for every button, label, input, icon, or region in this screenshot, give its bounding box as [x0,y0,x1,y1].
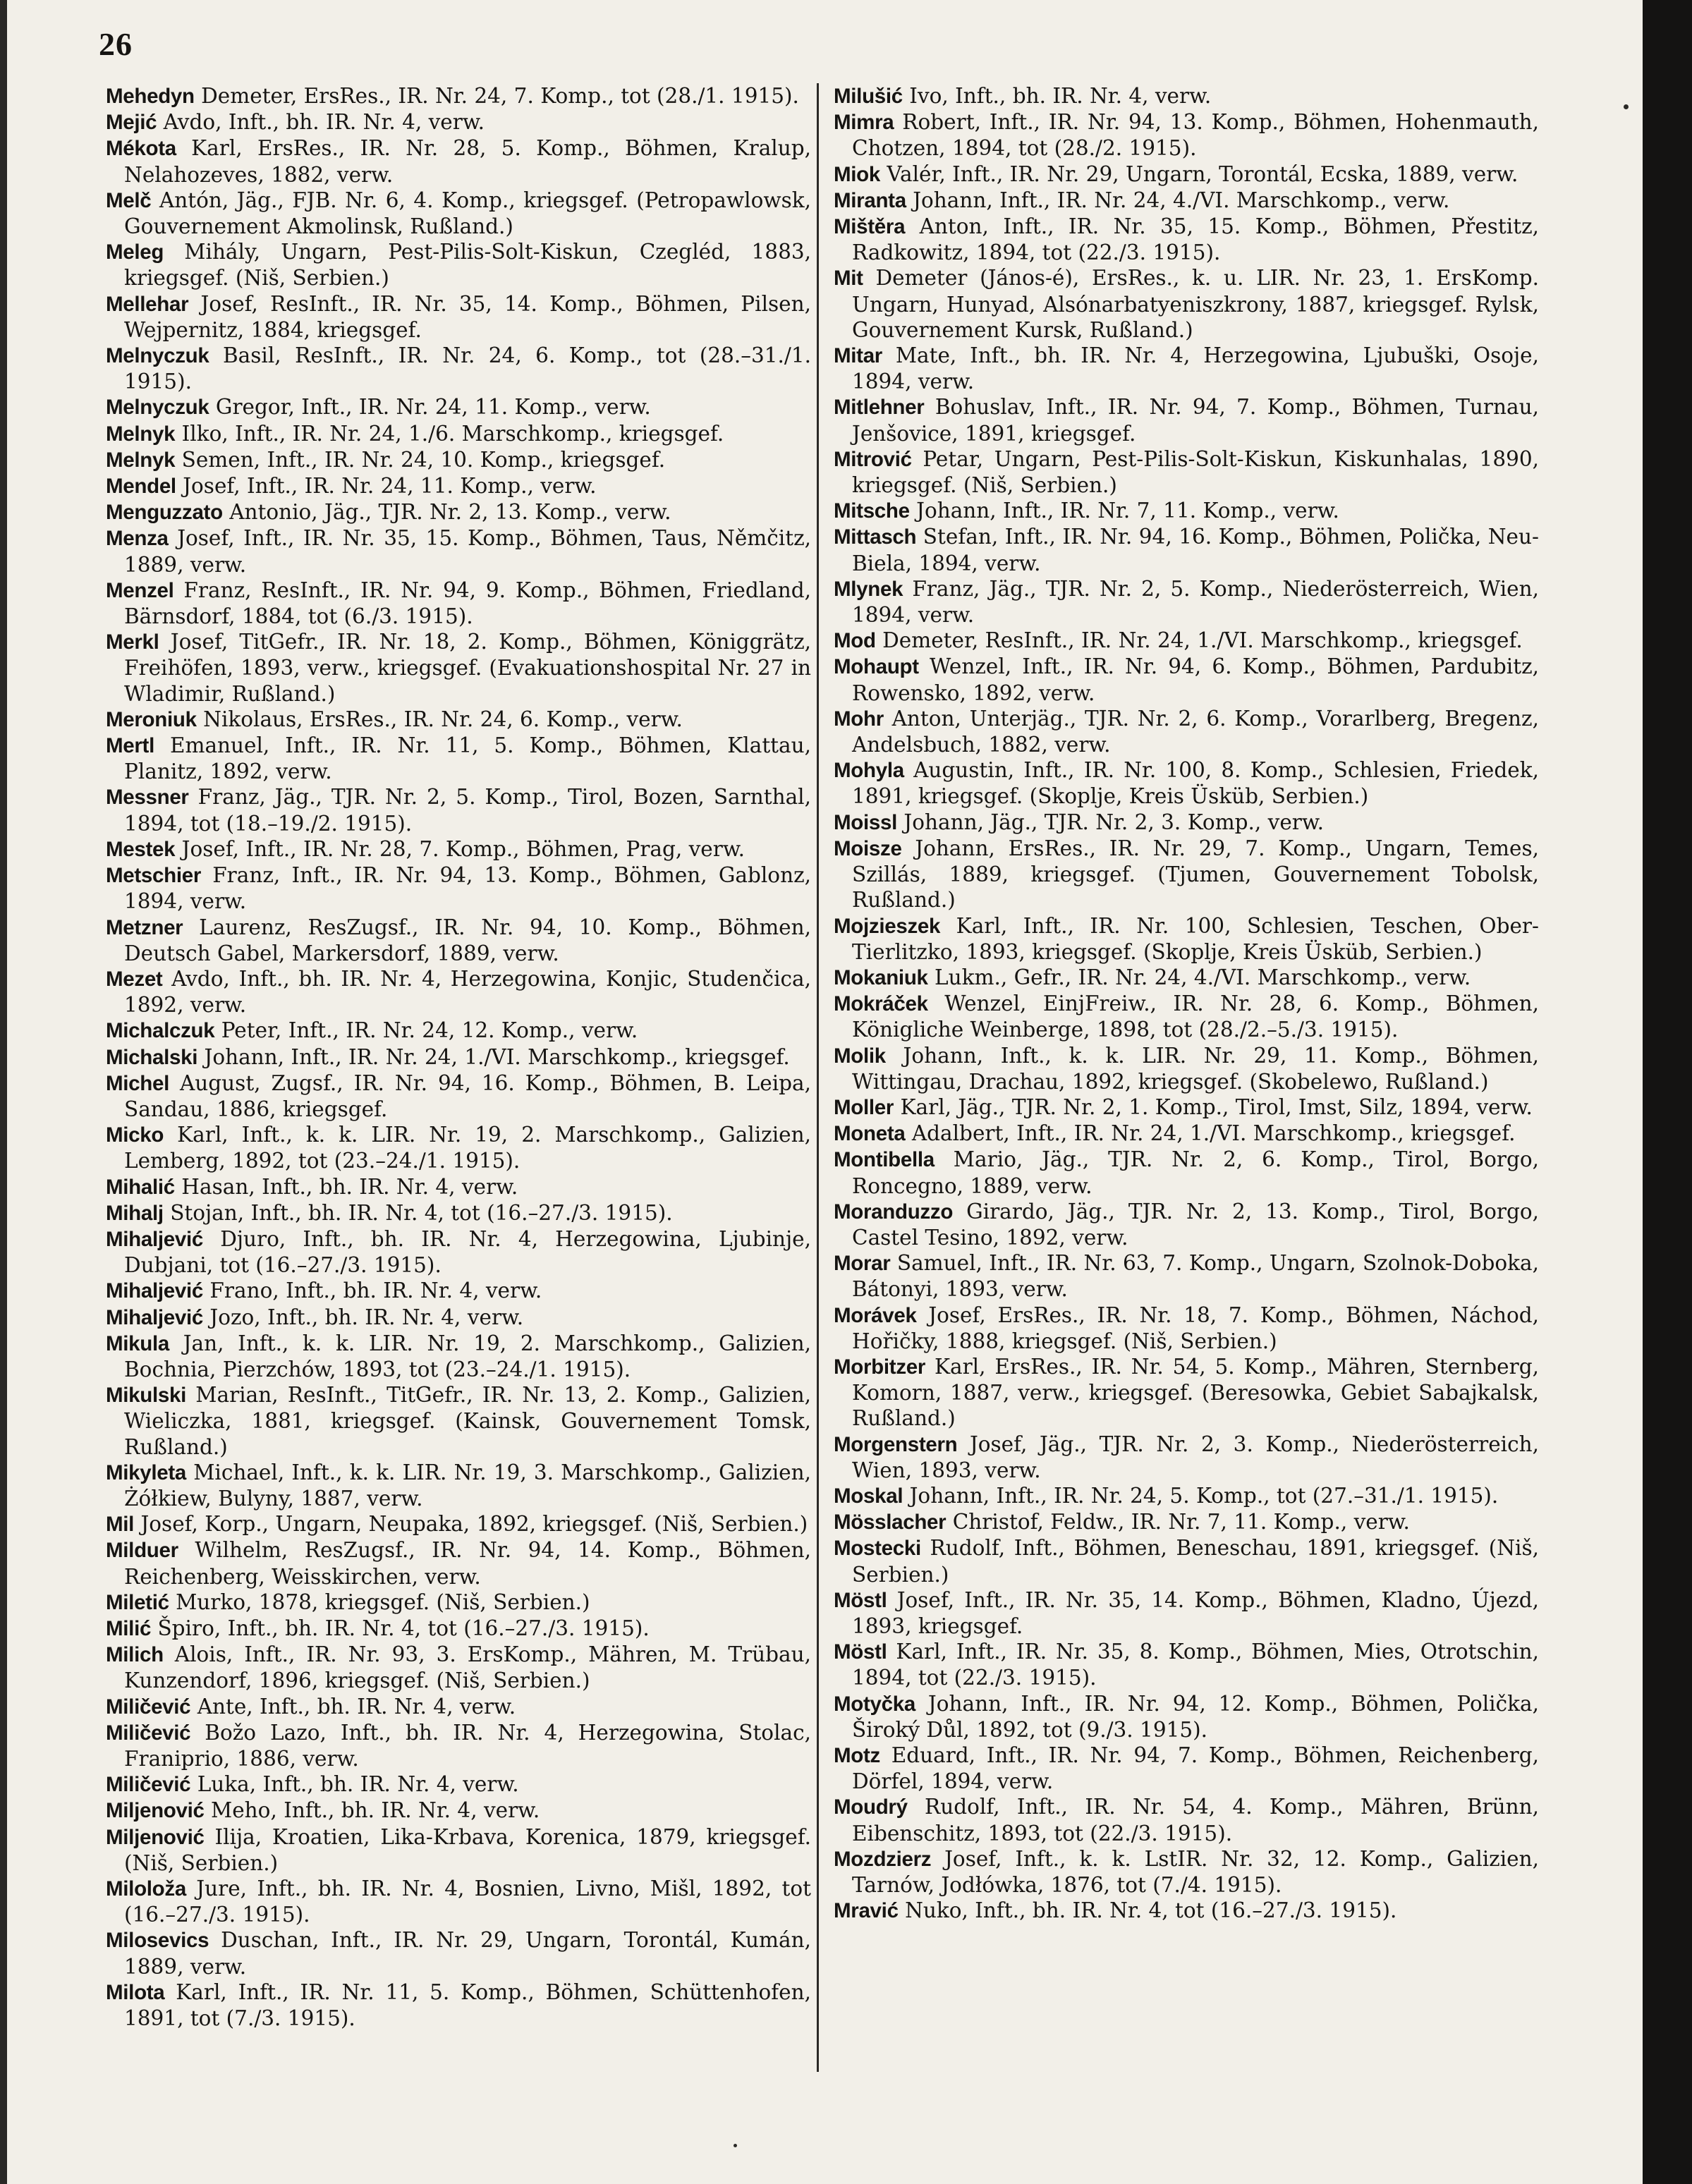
entry-surname: Morávek [834,1303,917,1327]
entry-surname: Miletić [106,1590,169,1614]
list-entry [106,862,811,914]
list-entry [106,1642,811,1693]
list-entry [834,343,1539,394]
entry-details: Ivo, Inft., bh. IR. Nr. 4, verw. [909,84,1212,108]
entry-surname: Mohaupt [834,655,919,679]
entry-surname: Mehedyn [106,85,195,108]
entry-surname: Meroniuk [106,707,197,731]
list-entry [834,83,1539,109]
entry-surname: Moller [834,1095,894,1119]
entry-details: Karl, Inft., IR. Nr. 100, Schlesien, Teschen, Ober-Tierlitzko, 1893, kriegsgef. (Skoplje, Kreis Üsküb, Serbien.) [852,913,1539,964]
entry-details: Duschan, Inft., IR. Nr. 29, Ungarn, Torontál, Kumán, 1889, verw. [124,1928,811,1979]
entry-surname: Mertl [106,734,154,758]
entry-surname: Mellehar [106,292,189,316]
entry-surname: Mostecki [834,1537,921,1561]
list-entry [834,810,1539,836]
list-entry [106,499,811,525]
list-entry [106,343,811,394]
list-entry [834,109,1539,161]
entry-details: Semen, Inft., IR. Nr. 24, 10. Komp., kriegsgef. [181,447,666,472]
entry-details: Antón, Jäg., FJB. Nr. 6, 4. Komp., kriegsgef. (Petropawlowsk, Gouvernement Akmolinsk, Rußland.) [124,188,811,239]
list-entry [834,576,1539,628]
entry-details: Marian, ResInft., TitGefr., IR. Nr. 13, 2. Komp., Galizien, Wieliczka, 1881, kriegsgef. (Kainsk, Gouvernement Tomsk, Rußland.) [124,1383,811,1459]
entry-surname: Melnyczuk [106,344,209,368]
entry-details: Jozo, Inft., bh. IR. Nr. 4, verw. [209,1305,524,1329]
list-entry [834,913,1539,965]
entry-details: Nuko, Inft., bh. IR. Nr. 4, tot (16.–27./3. 1915). [905,1898,1397,1923]
list-entry [106,83,811,109]
left-column [106,83,811,2031]
entry-details: Basil, ResInft., IR. Nr. 24, 6. Komp., tot (28.–31./1. 1915). [124,343,811,394]
entry-details: Josef, Inft., IR. Nr. 28, 7. Komp., Böhmen, Prag, verw. [181,836,745,861]
entry-surname: Miloloža [106,1877,186,1901]
entry-details: Eduard, Inft., IR. Nr. 94, 7. Komp., Böhmen, Reichenberg, Dörfel, 1894, verw. [852,1743,1539,1794]
entry-surname: Milosevics [106,1929,209,1953]
list-entry [106,1226,811,1278]
entry-details: Djuro, Inft., bh. IR. Nr. 4, Herzegowina, Ljubinje, Dubjani, tot (16.–27./3. 1915). [124,1226,811,1278]
page-scan-edge-left [0,0,7,2184]
list-entry [106,1044,811,1070]
entry-details: Franz, Jäg., TJR. Nr. 2, 5. Komp., Tirol, Bozen, Sarnthal, 1894, tot (18.–19./2. 1915). [124,785,811,836]
entry-details: Johann, Inft., IR. Nr. 24, 5. Komp., tot (27.–31./1. 1915). [909,1483,1499,1508]
entry-details: Wenzel, EinjFreiw., IR. Nr. 28, 6. Komp., Böhmen, Königliche Weinberge, 1898, tot (28./2.–5./3. 1915). [852,992,1539,1042]
entry-details: Rudolf, Inft., IR. Nr. 54, 4. Komp., Mähren, Brünn, Eibenschitz, 1893, tot (22./3. 1915). [852,1795,1539,1846]
entry-surname: Milušić [834,85,903,108]
entry-surname: Michalski [106,1045,198,1069]
entry-surname: Menza [106,527,169,551]
entry-details: Johann, Inft., IR. Nr. 24, 1./VI. Marschkomp., kriegsgef. [204,1044,790,1069]
entry-details: Karl, Jäg., TJR. Nr. 2, 1. Komp., Tirol, Imst, Silz, 1894, verw. [900,1094,1533,1119]
entry-surname: Melnyk [106,422,176,446]
entry-surname: Mimra [834,111,894,135]
entry-surname: Möstl [834,1640,887,1664]
list-entry [834,1303,1539,1354]
entry-details: Karl, ErsRes., IR. Nr. 28, 5. Komp., Böhmen, Kralup, Nelahozeves, 1882, verw. [124,136,811,187]
entry-surname: Mohyla [834,759,904,783]
page-scan-edge-right [1643,0,1692,2184]
entry-surname: Mitlehner [834,396,925,420]
entry-surname: Mohr [834,707,884,731]
entry-details: Hasan, Inft., bh. IR. Nr. 4, verw. [181,1174,518,1199]
entry-details: Franz, Jäg., TJR. Nr. 2, 5. Komp., Niederösterreich, Wien, 1894, verw. [852,576,1539,628]
entry-surname: Melnyczuk [106,396,209,420]
list-entry [834,1121,1539,1147]
entry-surname: Moranduzzo [834,1200,954,1224]
list-entry [834,498,1539,524]
entry-surname: Milduer [106,1539,178,1563]
entry-surname: Molik [834,1044,886,1068]
list-entry [834,1043,1539,1094]
list-entry [106,1694,811,1720]
list-entry [834,446,1539,498]
entry-surname: Mitrović [834,447,912,471]
list-entry [106,1537,811,1589]
list-entry [834,991,1539,1042]
list-entry [106,1511,811,1537]
entry-surname: Mendel [106,475,176,499]
entry-details: Antonio, Jäg., TJR. Nr. 2, 13. Komp., verw. [229,500,671,525]
list-entry [106,836,811,862]
entry-surname: Mil [106,1513,135,1537]
list-entry [106,1200,811,1226]
entry-details: Petar, Ungarn, Pest-Pilis-Solt-Kiskun, Kiskunhalas, 1890, kriegsgef. (Niš, Serbien.) [852,446,1539,498]
entry-details: Luka, Inft., bh. IR. Nr. 4, verw. [197,1772,519,1797]
entry-details: Josef, Korp., Ungarn, Neupaka, 1892, kriegsgef. (Niš, Serbien.) [140,1512,808,1537]
entry-details: Franz, Inft., IR. Nr. 94, 13. Komp., Böhmen, Gablonz, 1894, verw. [124,863,811,914]
entry-details: Karl, ErsRes., IR. Nr. 54, 5. Komp., Mähren, Sternberg, Komorn, 1887, verw., kriegsgef. (Beresowka, Gebiet Sabajkalsk, Rußland.) [852,1354,1539,1431]
list-entry [834,706,1539,757]
entry-surname: Mojzieszek [834,914,941,938]
entry-surname: Michel [106,1071,169,1095]
entry-details: Josef, Inft., k. k. LstIR. Nr. 32, 12. Komp., Galizien, Tarnów, Jodłówka, 1876, tot (7./4. 1915). [852,1846,1539,1898]
entry-details: Josef, TitGefr., IR. Nr. 18, 2. Komp., Böhmen, Königgrätz, Freihöfen, 1893, verw., kriegsgef. (Evakuationshospital Nr. 27 in Wladimir, Rußland.) [124,630,811,706]
list-entry [834,1535,1539,1587]
entry-details: Meho, Inft., bh. IR. Nr. 4, verw. [211,1798,540,1823]
entry-details: Ilija, Kroatien, Lika-Krbava, Korenica, 1879, kriegsgef. (Niš, Serbien.) [124,1824,811,1875]
list-entry [106,784,811,836]
entry-surname: Mihaljević [106,1305,204,1329]
entry-surname: Miok [834,162,880,186]
ink-speck [734,2144,737,2147]
entry-surname: Moissl [834,810,897,834]
list-entry [834,1743,1539,1794]
entry-details: Jure, Inft., bh. IR. Nr. 4, Bosnien, Livno, Mišl, 1892, tot (16.–27./3. 1915). [124,1877,811,1927]
entry-surname: Miljenović [106,1825,205,1849]
list-entry [834,524,1539,575]
entry-surname: Menguzzato [106,501,223,525]
entry-details: Murko, 1878, kriegsgef. (Niš, Serbien.) [176,1590,590,1614]
entry-details: Johann, Inft., IR. Nr. 24, 4./VI. Marschkomp., verw. [913,188,1450,212]
list-entry [834,214,1539,265]
list-entry [106,1616,811,1642]
list-entry [106,1876,811,1927]
entry-details: Valér, Inft., IR. Nr. 29, Ungarn, Torontál, Ecska, 1889, verw. [887,161,1518,186]
entry-details: Mate, Inft., bh. IR. Nr. 4, Herzegowina, Ljubuški, Osoje, 1894, verw. [852,343,1539,394]
list-entry [834,965,1539,991]
entry-surname: Mejić [106,111,157,135]
list-entry [106,1382,811,1460]
entry-details: Franz, ResInft., IR. Nr. 94, 9. Komp., Böhmen, Friedland, Bärnsdorf, 1884, tot (6./3. 1915). [124,578,811,629]
list-entry [106,421,811,447]
entry-surname: Mit [834,267,863,291]
entry-details: Karl, Inft., k. k. LIR. Nr. 19, 2. Marschkomp., Galizien, Lemberg, 1892, tot (23.–24./1. 1915). [124,1123,811,1173]
entry-surname: Mezet [106,967,163,991]
list-entry [106,447,811,473]
entry-details: Johann, ErsRes., IR. Nr. 29, 7. Komp., Ungarn, Temes, Szillás, 1889, kriegsgef. (Tjumen, Gouvernement Tobolsk, Rußland.) [852,836,1539,913]
entry-details: Robert, Inft., IR. Nr. 94, 13. Komp., Böhmen, Hohenmauth, Chotzen, 1894, tot (28./2. 1915). [852,110,1539,161]
list-entry [106,1018,811,1044]
entry-details: Anton, Unterjäg., TJR. Nr. 2, 6. Komp., Vorarlberg, Bregenz, Andelsbuch, 1882, verw. [852,706,1539,757]
list-entry [106,1798,811,1824]
list-entry [106,733,811,784]
entry-details: Frano, Inft., bh. IR. Nr. 4, verw. [209,1279,542,1303]
list-entry [834,836,1539,913]
entry-surname: Mokaniuk [834,965,928,989]
list-entry [106,109,811,135]
list-entry [106,525,811,577]
entry-details: Rudolf, Inft., Böhmen, Beneschau, 1891, kriegsgef. (Niš, Serbien.) [852,1536,1539,1587]
list-entry [834,1898,1539,1924]
entry-surname: Michalczuk [106,1019,215,1043]
entry-details: Lukm., Gefr., IR. Nr. 24, 4./VI. Marschkomp., verw. [935,965,1471,989]
list-entry [106,915,811,966]
entry-surname: Milich [106,1643,164,1667]
list-entry [106,135,811,187]
list-entry [834,1509,1539,1535]
entry-details: Stojan, Inft., bh. IR. Nr. 4, tot (16.–27./3. 1915). [170,1200,673,1225]
entry-details: Wenzel, Inft., IR. Nr. 94, 6. Komp., Böhmen, Pardubitz, Rowensko, 1892, verw. [852,654,1539,705]
right-column [834,83,1539,1924]
entry-surname: Mištěra [834,215,906,239]
entry-surname: Mlynek [834,577,903,601]
entry-surname: Möstl [834,1588,887,1612]
entry-surname: Motyčka [834,1692,915,1716]
entry-details: Karl, Inft., IR. Nr. 35, 8. Komp., Böhmen, Mies, Otrotschin, 1894, tot (22./3. 1915). [852,1640,1539,1690]
list-entry [834,757,1539,809]
list-entry [834,188,1539,214]
list-entry [106,394,811,420]
entry-surname: Milota [106,1980,165,2004]
list-entry [834,1639,1539,1690]
entry-details: Stefan, Inft., IR. Nr. 94, 16. Komp., Böhmen, Polička, Neu-Biela, 1894, verw. [852,525,1539,575]
entry-details: Josef, Jäg., TJR. Nr. 2, 3. Komp., Niederösterreich, Wien, 1893, verw. [852,1432,1539,1482]
entry-details: Girardo, Jäg., TJR. Nr. 2, 13. Komp., Tirol, Borgo, Castel Tesino, 1892, verw. [852,1199,1539,1250]
list-entry [834,1794,1539,1846]
entry-details: Karl, Inft., IR. Nr. 11, 5. Komp., Böhmen, Schüttenhofen, 1891, tot (7./3. 1915). [124,1979,811,2031]
entry-surname: Mikyleta [106,1460,187,1484]
list-entry [834,1094,1539,1121]
entry-details: Josef, ErsRes., IR. Nr. 18, 7. Komp., Böhmen, Náchod, Hořičky, 1888, kriegsgef. (Niš, Serbien.) [852,1303,1539,1353]
entry-surname: Mitsche [834,499,910,523]
entry-details: Bohuslav, Inft., IR. Nr. 94, 7. Komp., Böhmen, Turnau, Jenšovice, 1891, kriegsgef. [852,395,1539,446]
entry-details: Johann, Inft., IR. Nr. 94, 12. Komp., Böhmen, Polička, Široký Důl, 1892, tot (9./3. 1915). [852,1691,1539,1742]
entry-details: Špiro, Inft., bh. IR. Nr. 4, tot (16.–27./3. 1915). [157,1616,650,1640]
entry-details: Jan, Inft., k. k. LIR. Nr. 19, 2. Marschkomp., Galizien, Bochnia, Pierzchów, 1893, tot (23.–24./1. 1915). [124,1331,811,1381]
entry-surname: Moisze [834,836,902,860]
entry-surname: Mihalj [106,1201,164,1225]
list-entry [834,1250,1539,1302]
list-entry [106,1771,811,1798]
entry-details: Laurenz, ResZugsf., IR. Nr. 94, 10. Komp., Böhmen, Deutsch Gabel, Markersdorf, 1889, verw. [124,915,811,965]
entry-surname: Meleg [106,240,164,264]
entry-surname: Metschier [106,864,202,888]
list-entry [106,1590,811,1616]
entry-details: Alois, Inft., IR. Nr. 93, 3. ErsKomp., Mähren, M. Trübau, Kunzendorf, 1896, kriegsgef. (Niš, Serbien.) [124,1642,811,1693]
list-entry [106,1927,811,1979]
list-entry [106,966,811,1018]
entry-details: Adalbert, Inft., IR. Nr. 24, 1./VI. Marschkomp., kriegsgef. [911,1121,1516,1146]
entry-surname: Mitar [834,344,882,368]
entry-surname: Motz [834,1744,880,1767]
list-entry [834,394,1539,446]
entry-surname: Morbitzer [834,1355,926,1379]
entry-surname: Micko [106,1123,164,1147]
list-entry [106,1070,811,1122]
list-entry [106,707,811,733]
column-divider [817,83,819,2072]
entry-details: Michael, Inft., k. k. LIR. Nr. 19, 3. Marschkomp., Galizien, Żółkiew, Bulyny, 1887, verw. [124,1460,811,1511]
entry-surname: Mihaljević [106,1227,204,1251]
list-entry [106,1824,811,1876]
entry-details: Avdo, Inft., bh. IR. Nr. 4, Herzegowina, Konjic, Studenčica, 1892, verw. [124,966,811,1018]
entry-details: Mihály, Ungarn, Pest-Pilis-Solt-Kiskun, Czegléd, 1883, kriegsgef. (Niš, Serbien.) [124,240,811,291]
entry-details: Christof, Feldw., IR. Nr. 7, 11. Komp., verw. [952,1510,1410,1535]
list-entry [106,1720,811,1771]
entry-surname: Moudrý [834,1795,908,1819]
entry-surname: Miličević [106,1721,191,1745]
entry-surname: Mékota [106,137,176,161]
entry-surname: Mestek [106,837,176,861]
entry-surname: Messner [106,786,189,810]
list-entry [834,1199,1539,1250]
list-entry [106,1122,811,1173]
list-entry [106,239,811,291]
list-entry [106,1460,811,1511]
entry-surname: Melč [106,188,152,212]
entry-details: Demeter (János-é), ErsRes., k. u. LIR. Nr. 23, 1. ErsKomp. Ungarn, Hunyad, Alsónarbatyeniszkrony, 1887, kriegsgef. Rylsk, Gouvernement Kursk, Rußland.) [852,266,1539,342]
list-entry [834,1147,1539,1198]
list-entry [834,1691,1539,1743]
entry-details: Johann, Jäg., TJR. Nr. 2, 3. Komp., verw. [903,810,1325,834]
list-entry [106,188,811,239]
entry-details: Emanuel, Inft., IR. Nr. 11, 5. Komp., Böhmen, Klattau, Planitz, 1892, verw. [124,733,811,784]
entry-surname: Mokráček [834,992,928,1016]
entry-surname: Menzel [106,578,174,602]
entry-surname: Miličević [106,1773,191,1797]
page-number: 26 [99,26,133,62]
entry-surname: Miličević [106,1695,191,1719]
entry-surname: Mravić [834,1899,899,1923]
entry-surname: Mikulski [106,1384,187,1408]
entry-surname: Moskal [834,1484,903,1508]
entry-details: Samuel, Inft., IR. Nr. 63, 7. Komp., Ungarn, Szolnok-Doboka, Bátonyi, 1893, verw. [852,1251,1539,1302]
list-entry [106,629,811,707]
list-entry [834,628,1539,654]
list-entry [106,473,811,499]
entry-surname: Morgenstern [834,1432,958,1456]
list-entry [834,1846,1539,1898]
entry-surname: Mösslacher [834,1511,947,1535]
entry-details: Augustin, Inft., IR. Nr. 100, 8. Komp., Schlesien, Friedek, 1891, kriegsgef. (Skoplje, Kreis Üsküb, Serbien.) [852,758,1539,809]
entry-surname: Montibella [834,1148,935,1172]
entry-surname: Mittasch [834,525,917,549]
entry-surname: Metzner [106,915,183,939]
list-entry [106,1174,811,1200]
list-entry [106,578,811,629]
entry-details: Johann, Inft., k. k. LIR. Nr. 29, 11. Komp., Böhmen, Wittingau, Drachau, 1892, kriegsgef. (Skobelewo, Rußland.) [852,1043,1539,1094]
entry-details: Johann, Inft., IR. Nr. 7, 11. Komp., verw. [916,499,1339,523]
entry-surname: Mikula [106,1331,169,1355]
entry-details: Anton, Inft., IR. Nr. 35, 15. Komp., Böhmen, Přestitz, Radkowitz, 1894, tot (22./3. 1915). [852,214,1539,265]
entry-details: Ilko, Inft., IR. Nr. 24, 1./6. Marschkomp., kriegsgef. [181,421,724,446]
entry-surname: Miranta [834,188,906,212]
entry-details: Mario, Jäg., TJR. Nr. 2, 6. Komp., Tirol, Borgo, Roncegno, 1889, verw. [852,1147,1539,1198]
list-entry [834,265,1539,343]
entry-details: Božo Lazo, Inft., bh. IR. Nr. 4, Herzegowina, Stolac, Franiprio, 1886, verw. [124,1720,811,1771]
entry-details: Demeter, ResInft., IR. Nr. 24, 1./VI. Marschkomp., kriegsgef. [882,628,1523,653]
list-entry [106,291,811,343]
entry-surname: Mihaljević [106,1279,204,1303]
entry-details: Josef, ResInft., IR. Nr. 35, 14. Komp., Böhmen, Pilsen, Wejpernitz, 1884, kriegsgef. [124,291,811,342]
entry-details: August, Zugsf., IR. Nr. 94, 16. Komp., Böhmen, B. Leipa, Sandau, 1886, kriegsgef. [124,1070,811,1121]
entry-surname: Milić [106,1616,152,1640]
entry-surname: Mozdzierz [834,1847,932,1871]
entry-surname: Moneta [834,1122,906,1146]
list-entry [834,1587,1539,1639]
list-entry [106,1979,811,2031]
list-entry [834,1432,1539,1483]
entry-details: Nikolaus, ErsRes., IR. Nr. 24, 6. Komp., verw. [203,707,683,731]
list-entry [834,1483,1539,1509]
entry-details: Josef, Inft., IR. Nr. 35, 15. Komp., Böhmen, Taus, Němčitz, 1889, verw. [124,526,811,577]
entry-surname: Mod [834,629,876,653]
entry-surname: Mihalić [106,1175,175,1199]
entry-details: Josef, Inft., IR. Nr. 35, 14. Komp., Böhmen, Kladno, Újezd, 1893, kriegsgef. [852,1587,1539,1638]
entry-details: Demeter, ErsRes., IR. Nr. 24, 7. Komp., tot (28./1. 1915). [201,84,799,108]
list-entry [106,1331,811,1382]
entry-details: Avdo, Inft., bh. IR. Nr. 4, verw. [163,110,485,135]
list-entry [106,1305,811,1331]
list-entry [834,654,1539,705]
entry-details: Wilhelm, ResZugsf., IR. Nr. 94, 14. Komp., Böhmen, Reichenberg, Weisskirchen, verw. [124,1538,811,1589]
entry-details: Ante, Inft., bh. IR. Nr. 4, verw. [197,1694,516,1719]
entry-surname: Miljenović [106,1799,205,1823]
list-entry [834,1354,1539,1432]
entry-details: Josef, Inft., IR. Nr. 24, 11. Komp., verw. [183,474,597,499]
entry-surname: Merkl [106,630,159,654]
ink-speck [1624,104,1629,109]
entry-details: Peter, Inft., IR. Nr. 24, 12. Komp., verw. [221,1018,638,1043]
entry-details: Gregor, Inft., IR. Nr. 24, 11. Komp., verw. [215,395,651,420]
entry-surname: Morar [834,1252,891,1276]
list-entry [834,161,1539,188]
list-entry [106,1278,811,1304]
entry-surname: Melnyk [106,448,176,472]
